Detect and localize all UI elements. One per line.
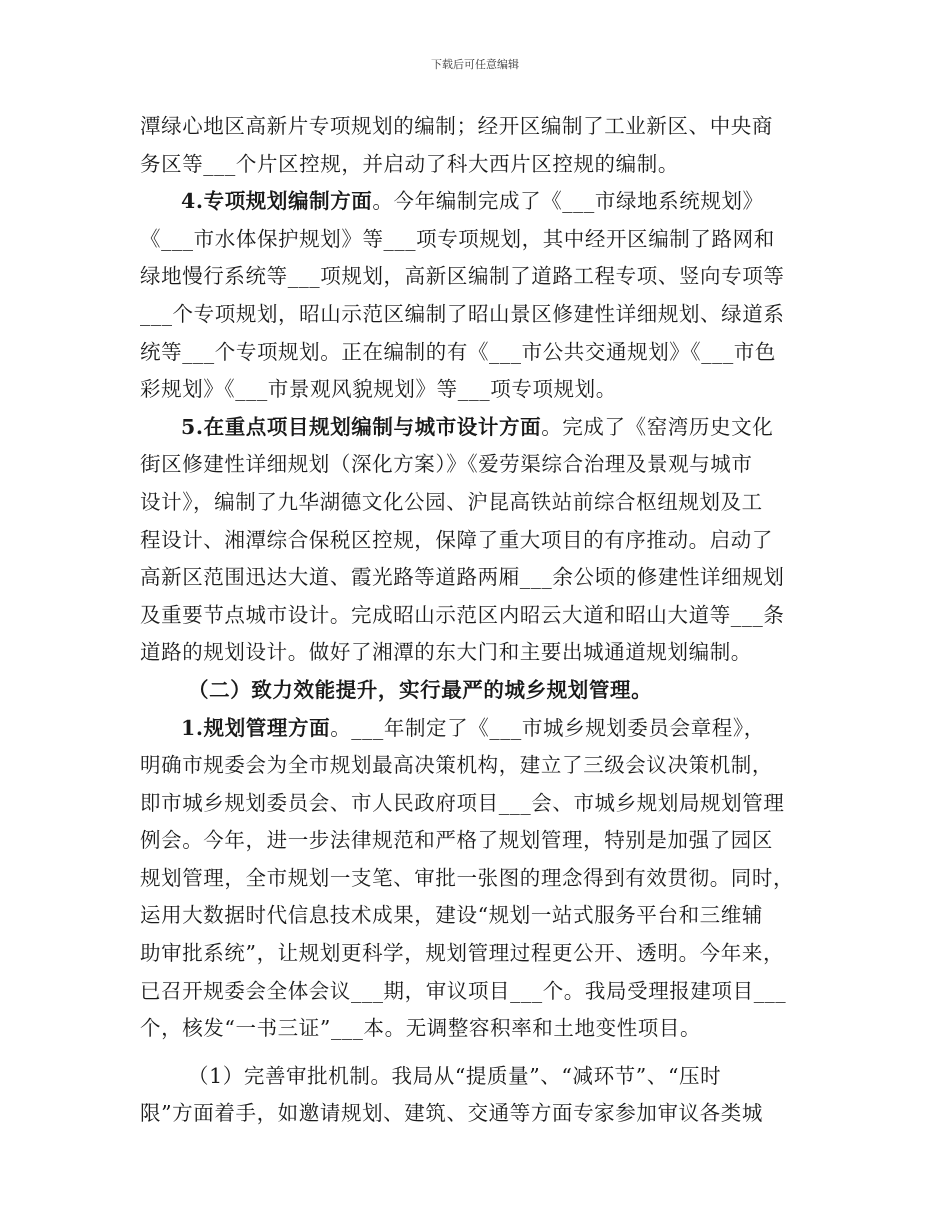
section-4-heading-line (140, 183, 818, 221)
text-line: 高新区范围迅达大道、霞光路等道路两厢___余公顷的修建性详细规划 (140, 565, 785, 590)
text-span: 。完成了《窑湾历史文化 (541, 414, 774, 439)
text-line: 明确市规委会为全市规划最高决策机构，建立了三级会议决策机制， (140, 753, 773, 778)
section-1-heading: 1.规划管理方面 (181, 715, 331, 740)
text-line: （1）完善审批机制。我局从“提质量”、“减环节”、“压时 (188, 1063, 722, 1088)
text-line: 务区等___个片区控规，并启动了科大西片区控规的编制。 (140, 151, 679, 176)
text-line: 个，核发“一书三证”___本。无调整容积率和土地变性项目。 (140, 1016, 702, 1041)
text-line: 规划管理，全市规划一支笔、审批一张图的理念得到有效贯彻。同时， (140, 865, 795, 890)
text-line: 及重要节点城市设计。完成昭山示范区内昭云大道和昭山大道等___条 (140, 602, 785, 627)
blank-line (140, 1048, 818, 1058)
section-1-heading-line (140, 710, 818, 748)
text-line: 《___市水体保护规划》等___项专项规划，其中经开区编制了路网和 (140, 226, 775, 251)
text-line: 程设计、湘潭综合保税区控规，保障了重大项目的有序推动。启动了 (140, 527, 773, 552)
text-line: 统等___个专项规划。正在编制的有《___市公共交通规划》《___市色 (140, 339, 776, 364)
text-span: 。今年编制完成了《___市绿地系统规划》 (372, 189, 764, 214)
text-line: 潭绿心地区高新片专项规划的编制；经开区编制了工业新区、中央商 (140, 114, 773, 138)
section-5-heading: 5.在重点项目规划编制与城市设计方面 (181, 414, 542, 439)
section-4-heading: 4.专项规划编制方面 (181, 189, 373, 214)
text-line: 街区修建性详细规划（深化方案）》《爱劳渠综合治理及景观与城市 (140, 452, 753, 477)
text-line: 彩规划》《___市景观风貌规划》等___项专项规划。 (140, 377, 617, 402)
section-5-heading-line (140, 409, 818, 447)
page-header: 下载后可任意编辑 (431, 58, 519, 71)
subsection-2-heading-line (140, 672, 818, 710)
text-line: 绿地慢行系统等___项规划，高新区编制了道路工程专项、竖向专项等 (140, 264, 785, 289)
subsection-2-heading: （二）致力效能提升，实行最严的城乡规划管理。 (188, 677, 653, 702)
text-line: 助审批系统”，让规划更科学，规划管理过程更公开、透明。今年来， (140, 941, 785, 966)
text-line: 例会。今年，进一步法律规范和严格了规划管理，特别是加强了园区 (140, 828, 773, 853)
text-line: 已召开规委会全体会议___期，审议项目___个。我局受理报建项目___ (140, 978, 787, 1003)
text-line: ___个专项规划，昭山示范区编制了昭山景区修建性详细规划、绿道系 (140, 301, 785, 326)
text-line: 限”方面着手，如邀请规划、建筑、交通等方面专家参加审议各类城 (140, 1101, 763, 1126)
document-body (140, 108, 818, 1133)
text-line: 道路的规划设计。做好了湘潭的东大门和主要出城通道规划编制。 (140, 640, 752, 665)
text-line: 即市城乡规划委员会、市人民政府项目___会、市城乡规划局规划管理 (140, 790, 785, 815)
text-line: 设计》，编制了九华湖德文化公园、沪昆高铁站前综合枢纽规划及工 (140, 489, 763, 514)
text-span: 。___年制定了《___市城乡规划委员会章程》， (330, 715, 765, 740)
text-line: 运用大数据时代信息技术成果，建设“规划一站式服务平台和三维辅 (140, 903, 763, 928)
